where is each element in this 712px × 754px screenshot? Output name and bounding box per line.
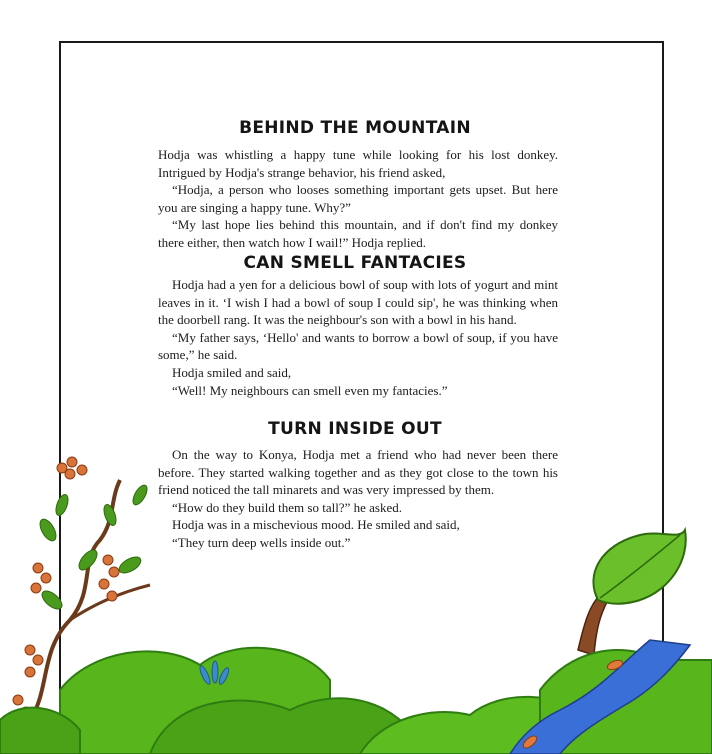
story-title-turn-inside-out: TURN INSIDE OUT <box>268 419 442 439</box>
paragraph: “Hodja, a person who looses something important gets upset. But here you are singing a happy tune. Why?” <box>158 182 558 215</box>
paragraph: On the way to Konya, Hodja met a friend who had never been there before. They started walking together and as they got close to the town his friend noticed the tall minarets and was very impressed by them. <box>158 447 558 498</box>
story-title-can-smell-fantacies: CAN SMELL FANTACIES <box>243 253 467 273</box>
paragraph: “My last hope lies behind this mountain, and if don't find my donkey there either, then watch how I wail!” Hodja replied. <box>158 217 558 250</box>
paragraph: Hodja was whistling a happy tune while looking for his lost donkey. Intrigued by Hodja's strange behavior, his friend asked, <box>158 147 558 180</box>
story-title-behind-the-mountain: BEHIND THE MOUNTAIN <box>239 118 471 138</box>
paragraph: “They turn deep wells inside out.” <box>172 534 351 550</box>
paragraph: “My father says, ‘Hello' and wants to borrow a bowl of soup, if you have some,” he said. <box>158 329 558 363</box>
paragraph: “How do they build them so tall?” he asked. <box>172 499 402 515</box>
paragraph: Hodja was in a mischevious mood. He smiled and said, <box>172 517 460 533</box>
paragraph: “Well! My neighbours can smell even my fantacies.” <box>172 382 448 398</box>
paragraph: Hodja had a yen for a delicious bowl of soup with lots of yogurt and mint leaves in it. ‘I wish I had a bowl of soup I could sip', he was thinking when the doorbell rang. It was the neighbour's son with a bowl in his hand. <box>158 277 558 328</box>
tree-trunk-icon <box>578 595 608 655</box>
paragraph: Hodja smiled and said, <box>172 364 292 380</box>
